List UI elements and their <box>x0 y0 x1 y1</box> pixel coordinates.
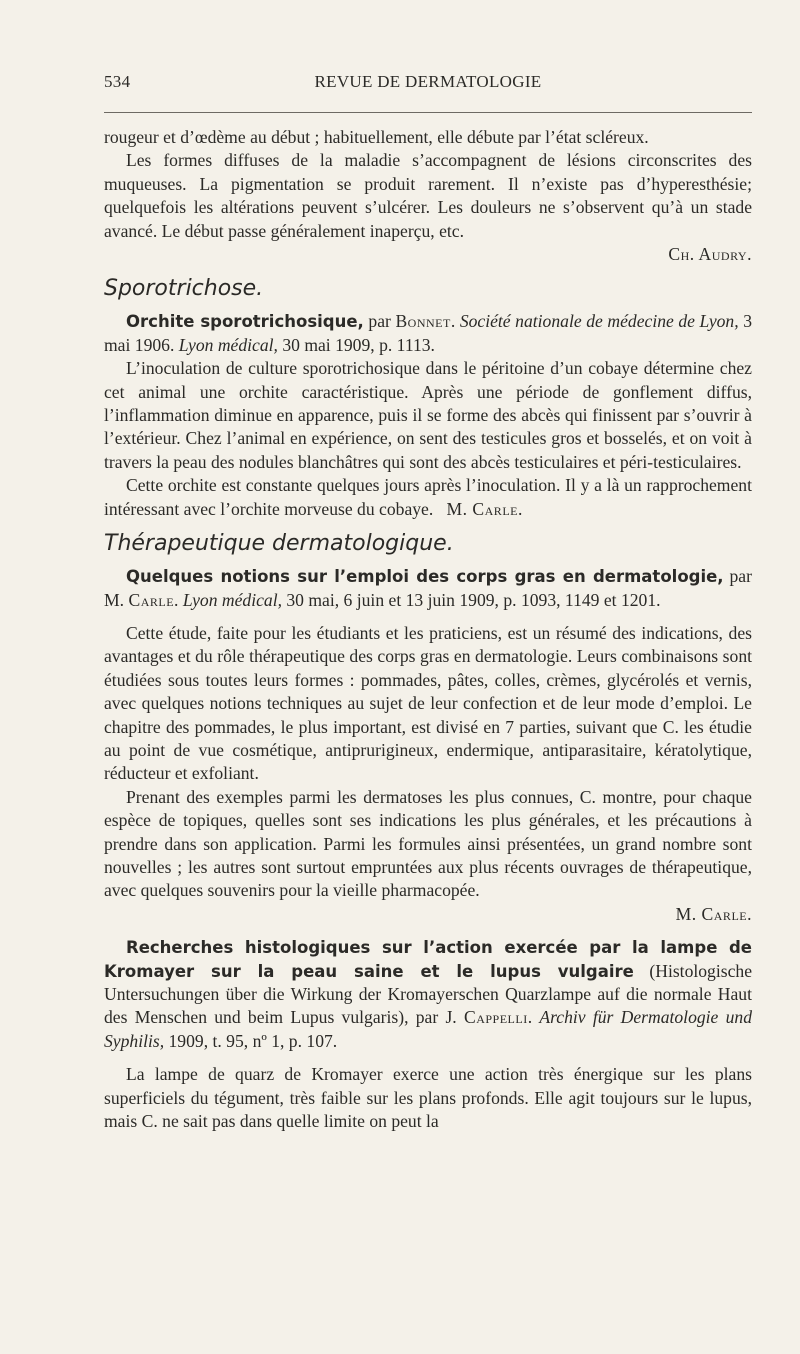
header-rule <box>104 112 752 113</box>
paragraph: Cette étude, faite pour les étudiants et les praticiens, est un résumé des indications, des avantages et du rôle thérapeutique des corps gras en dermatologie. Leurs combinaisons sont étudiées sous toutes leurs formes : pommades, pâtes, colles, crèmes, glycérolés et vernis, avec quelques notions techniques au sujet de leur confection et de leur mode d’emploi. Le chapitre des pommades, le plus important, est divisé en 7 parties, suivant que C. les étudie au point de vue cosmétique, antiprurigineux, endermique, antiparasitaire, kératolytique, réducteur et exfoliant. <box>104 622 752 784</box>
page-number: 534 <box>104 72 131 91</box>
signature-carle: M. Carle. <box>675 903 752 924</box>
section-heading-sporotrichose: Sporotrichose. <box>104 276 264 302</box>
intro-continuation: rougeur et d’œdème au début ; habituellement, elle débute par l’état scléreux. <box>104 127 649 147</box>
running-header <box>104 70 752 94</box>
paragraph: Cette orchite est constante quelques jours après l’inoculation. Il y a là un rapprochement intéressant avec l’orchite morveuse du cobaye. M. Carle. <box>104 475 752 519</box>
article-title: Recherches histologiques sur l’action exercée par la lampe de Kromayer sur la peau saine et le lupus vulgaire <box>104 938 752 981</box>
journal-title: REVUE DE DERMATOLOGIE <box>314 72 542 91</box>
article-citation-orchite: Orchite sporotrichosique, par Bonnet. Société nationale de médecine de Lyon, 3 mai 1906. Lyon médical, 30 mai 1909, p. 1113. <box>104 311 752 355</box>
paragraph: Prenant des exemples parmi les dermatoses les plus connues, C. montre, pour chaque espèce de topiques, quelles sont ses indications les plus générales, et les précautions à prendre dans son application. Parmi les formules ainsi présentées, un grand nombre sont nouvelles ; les autres sont surtout empruntées aux plus récents ouvrages de thérapeutique, avec quelques souvenirs pour la vieille pharmacopée. <box>104 786 752 901</box>
article-citation-kromayer: Recherches histologiques sur l’action exercée par la lampe de Kromayer sur la peau saine et le lupus vulgaire (Histologische Untersuchungen über die Wirkung der Kromayerschen Quarzlampe auf die normale Haut des Menschen und beim Lupus vulgaris), par J. Cappelli. Archiv für Dermatologie und Syphilis, 1909, t. 95, nº 1, p. 107. <box>104 938 753 1051</box>
article-title: Quelques notions sur l’emploi des corps gras en dermatologie, <box>126 567 724 587</box>
article-citation-corps-gras: Quelques notions sur l’emploi des corps gras en dermatologie, par M. Carle. Lyon médical, 30 mai, 6 juin et 13 juin 1909, p. 1093, 1149 et 1201. <box>104 566 752 610</box>
signature-carle: M. Carle. <box>446 498 523 519</box>
intro-paragraph: Les formes diffuses de la maladie s’accompagnent de lésions circonscrites des muqueuses. La pigmentation se produit rarement. Il n’existe pas d’hyperesthésie; quelquefois les altérations peuvent s’ulcérer. Les douleurs ne s’observent qu’à un stade avancé. Le début passe généralement inaperçu, etc. <box>104 150 752 241</box>
section-heading-therapeutique: Thérapeutique dermatologique. <box>104 531 454 557</box>
journal-name: Société nationale de médecine de Lyon, <box>459 311 739 332</box>
author-name: Bonnet <box>395 311 451 332</box>
paragraph: L’inoculation de culture sporotrichosique dans le péritoine d’un cobaye détermine chez cet animal une orchite caractéristique. Après une période de gonflement diffus, l’inflammation diminue en apparence, puis il se forme des abcès qui finissent par s’ouvrir à l’extérieur. Chez l’animal en expérience, on sent des testicules gros et bosselés, et on voit à travers la peau des nodules blanchâtres qui sont des abcès testiculaires et péri-testiculaires. <box>104 358 752 472</box>
page-body <box>104 126 752 1133</box>
article-title: Orchite sporotrichosique, <box>126 312 364 332</box>
journal-name: Lyon médical, <box>182 589 282 610</box>
author-name: Carle <box>128 589 175 610</box>
journal-name: Archiv für Dermatologie und Syphilis, <box>104 1007 752 1051</box>
author-name: Cappelli <box>463 1007 528 1028</box>
paragraph: La lampe de quarz de Kromayer exerce une action très énergique sur les plans superficiels du tégument, très faible sur les plans profonds. Elle agit toujours sur le lupus, mais C. ne sait pas dans quelle limite on peut la <box>104 1064 752 1132</box>
journal-name: Lyon médical, <box>178 334 278 355</box>
signature-audry: Ch. Audry. <box>668 244 752 265</box>
